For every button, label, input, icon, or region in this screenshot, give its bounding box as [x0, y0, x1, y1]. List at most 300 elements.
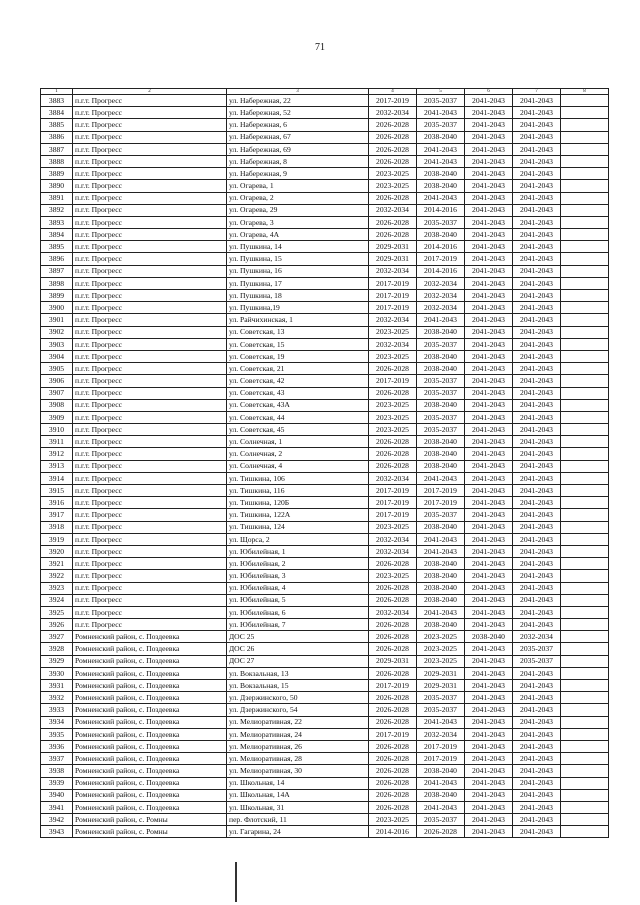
note-cell: [561, 411, 609, 423]
period-4-cell: 2041-2043: [513, 533, 561, 545]
row-number-cell: 3897: [41, 265, 73, 277]
row-number-cell: 3935: [41, 728, 73, 740]
address-cell: ул. Мелиоративная, 22: [227, 716, 369, 728]
municipality-cell: п.г.т. Прогресс: [73, 265, 227, 277]
row-number-cell: 3888: [41, 155, 73, 167]
address-cell: ул. Советская, 13: [227, 326, 369, 338]
note-cell: [561, 95, 609, 107]
table-row: [41, 168, 609, 180]
period-2-cell: 2014-2016: [417, 204, 465, 216]
period-4-cell: 2041-2043: [513, 119, 561, 131]
period-2-cell: 2035-2037: [417, 375, 465, 387]
period-2-cell: 2035-2037: [417, 411, 465, 423]
period-2-cell: 2038-2040: [417, 765, 465, 777]
table-row: [41, 119, 609, 131]
row-number-cell: 3908: [41, 399, 73, 411]
col-num-header: 1: [41, 89, 73, 95]
period-2-cell: 2038-2040: [417, 460, 465, 472]
note-cell: [561, 814, 609, 826]
row-number-cell: 3939: [41, 777, 73, 789]
municipality-cell: Ромненский район, с. Ромны: [73, 826, 227, 838]
period-3-cell: 2041-2043: [465, 424, 513, 436]
table-row: [41, 155, 609, 167]
address-cell: ул. Вокзальная, 15: [227, 680, 369, 692]
note-cell: [561, 643, 609, 655]
period-2-cell: 2041-2043: [417, 777, 465, 789]
table-row: [41, 789, 609, 801]
address-cell: ул. Дзержинского, 50: [227, 692, 369, 704]
municipality-cell: п.г.т. Прогресс: [73, 594, 227, 606]
period-1-cell: 2023-2025: [369, 399, 417, 411]
period-1-cell: 2026-2028: [369, 765, 417, 777]
municipality-cell: п.г.т. Прогресс: [73, 204, 227, 216]
note-cell: [561, 363, 609, 375]
period-4-cell: 2041-2043: [513, 680, 561, 692]
period-3-cell: 2041-2043: [465, 326, 513, 338]
period-1-cell: 2017-2019: [369, 728, 417, 740]
period-2-cell: 2029-2031: [417, 680, 465, 692]
address-cell: ул. Щорса, 2: [227, 533, 369, 545]
period-1-cell: 2023-2025: [369, 521, 417, 533]
note-cell: [561, 582, 609, 594]
note-cell: [561, 667, 609, 679]
municipality-cell: п.г.т. Прогресс: [73, 131, 227, 143]
address-cell: ул. Юбилейная, 5: [227, 594, 369, 606]
period-2-cell: 2041-2043: [417, 192, 465, 204]
note-cell: [561, 631, 609, 643]
row-number-cell: 3915: [41, 485, 73, 497]
table-row: [41, 814, 609, 826]
period-1-cell: 2032-2034: [369, 314, 417, 326]
municipality-cell: п.г.т. Прогресс: [73, 558, 227, 570]
note-cell: [561, 107, 609, 119]
municipality-cell: п.г.т. Прогресс: [73, 363, 227, 375]
period-3-cell: 2041-2043: [465, 521, 513, 533]
address-cell: ул. Юбилейная, 1: [227, 545, 369, 557]
period-2-cell: 2035-2037: [417, 692, 465, 704]
table-row: [41, 728, 609, 740]
period-1-cell: 2026-2028: [369, 229, 417, 241]
note-cell: [561, 155, 609, 167]
period-1-cell: 2032-2034: [369, 265, 417, 277]
period-1-cell: 2026-2028: [369, 131, 417, 143]
address-cell: ул. Мелиоративная, 24: [227, 728, 369, 740]
municipality-cell: п.г.т. Прогресс: [73, 180, 227, 192]
col-period-2-header: 5: [417, 89, 465, 95]
address-cell: ул. Набережная, 22: [227, 95, 369, 107]
note-cell: [561, 143, 609, 155]
address-cell: ул. Солнечная, 2: [227, 448, 369, 460]
row-number-cell: 3919: [41, 533, 73, 545]
period-1-cell: 2026-2028: [369, 119, 417, 131]
address-cell: ДОС 25: [227, 631, 369, 643]
period-2-cell: 2023-2025: [417, 655, 465, 667]
period-1-cell: 2023-2025: [369, 180, 417, 192]
period-1-cell: 2017-2019: [369, 302, 417, 314]
table-row: [41, 460, 609, 472]
period-1-cell: 2026-2028: [369, 753, 417, 765]
note-cell: [561, 375, 609, 387]
period-3-cell: 2038-2040: [465, 631, 513, 643]
col-period-1-header: 4: [369, 89, 417, 95]
address-cell: ул. Набережная, 67: [227, 131, 369, 143]
table-row: [41, 448, 609, 460]
period-3-cell: 2041-2043: [465, 314, 513, 326]
period-4-cell: 2041-2043: [513, 168, 561, 180]
note-cell: [561, 265, 609, 277]
period-4-cell: 2041-2043: [513, 509, 561, 521]
row-number-cell: 3937: [41, 753, 73, 765]
address-cell: ул. Пушкина, 14: [227, 241, 369, 253]
period-4-cell: 2041-2043: [513, 570, 561, 582]
period-1-cell: 2026-2028: [369, 716, 417, 728]
row-number-cell: 3884: [41, 107, 73, 119]
period-3-cell: 2041-2043: [465, 448, 513, 460]
period-2-cell: 2029-2031: [417, 667, 465, 679]
period-4-cell: 2041-2043: [513, 582, 561, 594]
table-row: [41, 411, 609, 423]
municipality-cell: п.г.т. Прогресс: [73, 509, 227, 521]
row-number-cell: 3896: [41, 253, 73, 265]
municipality-cell: Ромненский район, с. Поздеевка: [73, 643, 227, 655]
municipality-cell: Ромненский район, с. Поздеевка: [73, 728, 227, 740]
municipality-cell: п.г.т. Прогресс: [73, 582, 227, 594]
period-3-cell: 2041-2043: [465, 765, 513, 777]
period-4-cell: 2041-2043: [513, 716, 561, 728]
address-cell: ул. Школьная, 14: [227, 777, 369, 789]
period-1-cell: 2026-2028: [369, 582, 417, 594]
row-number-cell: 3932: [41, 692, 73, 704]
period-4-cell: 2041-2043: [513, 485, 561, 497]
address-cell: ул. Гагарина, 24: [227, 826, 369, 838]
note-cell: [561, 704, 609, 716]
period-3-cell: 2041-2043: [465, 216, 513, 228]
period-4-cell: 2041-2043: [513, 448, 561, 460]
period-3-cell: 2041-2043: [465, 411, 513, 423]
address-cell: ДОС 27: [227, 655, 369, 667]
period-3-cell: 2041-2043: [465, 826, 513, 838]
municipality-cell: Ромненский район, с. Поздеевка: [73, 753, 227, 765]
row-number-cell: 3927: [41, 631, 73, 643]
note-cell: [561, 253, 609, 265]
period-2-cell: 2038-2040: [417, 350, 465, 362]
table-row: [41, 95, 609, 107]
row-number-cell: 3933: [41, 704, 73, 716]
note-cell: [561, 545, 609, 557]
municipality-cell: п.г.т. Прогресс: [73, 107, 227, 119]
row-number-cell: 3901: [41, 314, 73, 326]
address-cell: ул. Солнечная, 4: [227, 460, 369, 472]
period-4-cell: 2041-2043: [513, 777, 561, 789]
period-1-cell: 2026-2028: [369, 558, 417, 570]
municipality-cell: п.г.т. Прогресс: [73, 399, 227, 411]
municipality-cell: п.г.т. Прогресс: [73, 290, 227, 302]
period-1-cell: 2017-2019: [369, 375, 417, 387]
address-cell: ул. Советская, 42: [227, 375, 369, 387]
period-2-cell: 2035-2037: [417, 387, 465, 399]
row-number-cell: 3926: [41, 619, 73, 631]
period-2-cell: 2038-2040: [417, 363, 465, 375]
municipality-cell: Ромненский район, с. Поздеевка: [73, 765, 227, 777]
period-2-cell: 2014-2016: [417, 241, 465, 253]
period-1-cell: 2017-2019: [369, 485, 417, 497]
address-cell: ул. Солнечная, 1: [227, 436, 369, 448]
period-1-cell: 2026-2028: [369, 740, 417, 752]
period-3-cell: 2041-2043: [465, 168, 513, 180]
period-1-cell: 2026-2028: [369, 801, 417, 813]
municipality-cell: п.г.т. Прогресс: [73, 545, 227, 557]
period-4-cell: 2041-2043: [513, 765, 561, 777]
col-period-4-header: 7: [513, 89, 561, 95]
row-number-cell: 3922: [41, 570, 73, 582]
municipality-cell: п.г.т. Прогресс: [73, 533, 227, 545]
period-2-cell: 2032-2034: [417, 277, 465, 289]
address-cell: ул. Вокзальная, 13: [227, 667, 369, 679]
municipality-cell: п.г.т. Прогресс: [73, 350, 227, 362]
period-1-cell: 2026-2028: [369, 692, 417, 704]
row-number-cell: 3941: [41, 801, 73, 813]
table-row: [41, 753, 609, 765]
address-cell: ул. Набережная, 6: [227, 119, 369, 131]
row-number-cell: 3907: [41, 387, 73, 399]
address-cell: ул. Юбилейная, 3: [227, 570, 369, 582]
period-3-cell: 2041-2043: [465, 192, 513, 204]
municipality-cell: п.г.т. Прогресс: [73, 216, 227, 228]
municipality-cell: п.г.т. Прогресс: [73, 448, 227, 460]
table-row: [41, 716, 609, 728]
period-3-cell: 2041-2043: [465, 350, 513, 362]
period-4-cell: 2041-2043: [513, 399, 561, 411]
period-3-cell: 2041-2043: [465, 265, 513, 277]
period-4-cell: 2041-2043: [513, 95, 561, 107]
note-cell: [561, 192, 609, 204]
period-4-cell: 2041-2043: [513, 290, 561, 302]
period-2-cell: 2041-2043: [417, 801, 465, 813]
table-row: [41, 582, 609, 594]
period-1-cell: 2026-2028: [369, 436, 417, 448]
period-1-cell: 2014-2016: [369, 826, 417, 838]
row-number-cell: 3916: [41, 497, 73, 509]
period-1-cell: 2017-2019: [369, 509, 417, 521]
table-row: [41, 655, 609, 667]
period-3-cell: 2041-2043: [465, 253, 513, 265]
address-cell: ул. Советская, 21: [227, 363, 369, 375]
note-cell: [561, 229, 609, 241]
period-3-cell: 2041-2043: [465, 363, 513, 375]
municipality-cell: п.г.т. Прогресс: [73, 229, 227, 241]
period-4-cell: 2041-2043: [513, 326, 561, 338]
period-1-cell: 2032-2034: [369, 338, 417, 350]
period-4-cell: 2041-2043: [513, 667, 561, 679]
period-2-cell: 2038-2040: [417, 168, 465, 180]
period-4-cell: 2035-2037: [513, 643, 561, 655]
period-2-cell: 2035-2037: [417, 216, 465, 228]
note-cell: [561, 692, 609, 704]
period-3-cell: 2041-2043: [465, 643, 513, 655]
table-row: [41, 704, 609, 716]
address-cell: ул. Юбилейная, 6: [227, 606, 369, 618]
period-2-cell: 2023-2025: [417, 631, 465, 643]
address-cell: ул. Тишкина, 106: [227, 472, 369, 484]
address-cell: ул. Райчихинская, 1: [227, 314, 369, 326]
period-3-cell: 2041-2043: [465, 667, 513, 679]
note-cell: [561, 241, 609, 253]
address-cell: ул. Тишкина, 122А: [227, 509, 369, 521]
period-2-cell: 2017-2019: [417, 740, 465, 752]
period-2-cell: 2041-2043: [417, 472, 465, 484]
municipality-cell: п.г.т. Прогресс: [73, 375, 227, 387]
note-cell: [561, 180, 609, 192]
note-cell: [561, 216, 609, 228]
note-cell: [561, 338, 609, 350]
period-3-cell: 2041-2043: [465, 582, 513, 594]
row-number-cell: 3917: [41, 509, 73, 521]
period-4-cell: 2041-2043: [513, 826, 561, 838]
row-number-cell: 3909: [41, 411, 73, 423]
period-1-cell: 2026-2028: [369, 643, 417, 655]
note-cell: [561, 302, 609, 314]
period-4-cell: 2041-2043: [513, 545, 561, 557]
period-1-cell: 2032-2034: [369, 606, 417, 618]
note-cell: [561, 606, 609, 618]
table-row: [41, 777, 609, 789]
note-cell: [561, 509, 609, 521]
period-2-cell: 2041-2043: [417, 606, 465, 618]
address-cell: ДОС 26: [227, 643, 369, 655]
period-3-cell: 2041-2043: [465, 606, 513, 618]
row-number-cell: 3905: [41, 363, 73, 375]
note-cell: [561, 765, 609, 777]
note-cell: [561, 448, 609, 460]
period-1-cell: 2029-2031: [369, 655, 417, 667]
table-row: [41, 619, 609, 631]
period-2-cell: 2038-2040: [417, 448, 465, 460]
table-row: [41, 485, 609, 497]
address-cell: ул. Школьная, 14А: [227, 789, 369, 801]
period-3-cell: 2041-2043: [465, 789, 513, 801]
table-row: [41, 363, 609, 375]
period-3-cell: 2041-2043: [465, 740, 513, 752]
table-row: [41, 680, 609, 692]
row-number-cell: 3920: [41, 545, 73, 557]
municipality-cell: п.г.т. Прогресс: [73, 338, 227, 350]
period-4-cell: 2041-2043: [513, 704, 561, 716]
note-cell: [561, 533, 609, 545]
table-row: [41, 265, 609, 277]
row-number-cell: 3899: [41, 290, 73, 302]
period-2-cell: 2038-2040: [417, 180, 465, 192]
period-1-cell: 2026-2028: [369, 704, 417, 716]
row-number-cell: 3902: [41, 326, 73, 338]
address-cell: ул. Тишкина, 116: [227, 485, 369, 497]
municipality-cell: п.г.т. Прогресс: [73, 277, 227, 289]
period-1-cell: 2029-2031: [369, 253, 417, 265]
municipality-cell: п.г.т. Прогресс: [73, 472, 227, 484]
note-cell: [561, 558, 609, 570]
address-cell: ул. Советская, 43: [227, 387, 369, 399]
period-2-cell: 2035-2037: [417, 814, 465, 826]
address-cell: ул. Мелиоративная, 28: [227, 753, 369, 765]
table-row: [41, 765, 609, 777]
period-2-cell: 2035-2037: [417, 95, 465, 107]
period-4-cell: 2041-2043: [513, 472, 561, 484]
period-2-cell: 2038-2040: [417, 521, 465, 533]
period-1-cell: 2023-2025: [369, 326, 417, 338]
note-cell: [561, 119, 609, 131]
period-4-cell: 2041-2043: [513, 558, 561, 570]
row-number-cell: 3928: [41, 643, 73, 655]
address-cell: ул. Огарева, 1: [227, 180, 369, 192]
municipality-cell: п.г.т. Прогресс: [73, 460, 227, 472]
period-2-cell: 2038-2040: [417, 789, 465, 801]
period-4-cell: 2041-2043: [513, 241, 561, 253]
note-cell: [561, 204, 609, 216]
note-cell: [561, 570, 609, 582]
table-row: [41, 131, 609, 143]
period-4-cell: 2041-2043: [513, 606, 561, 618]
row-number-cell: 3883: [41, 95, 73, 107]
period-2-cell: 2032-2034: [417, 728, 465, 740]
row-number-cell: 3936: [41, 740, 73, 752]
address-cell: ул. Советская, 15: [227, 338, 369, 350]
period-4-cell: 2032-2034: [513, 631, 561, 643]
table-row: [41, 326, 609, 338]
table-row: [41, 643, 609, 655]
period-4-cell: 2041-2043: [513, 436, 561, 448]
period-3-cell: 2041-2043: [465, 509, 513, 521]
note-cell: [561, 131, 609, 143]
period-4-cell: 2041-2043: [513, 619, 561, 631]
period-4-cell: 2041-2043: [513, 363, 561, 375]
note-cell: [561, 801, 609, 813]
period-2-cell: 2026-2028: [417, 826, 465, 838]
table-row: [41, 424, 609, 436]
period-3-cell: 2041-2043: [465, 777, 513, 789]
row-number-cell: 3913: [41, 460, 73, 472]
table-row: [41, 277, 609, 289]
period-3-cell: 2041-2043: [465, 692, 513, 704]
period-1-cell: 2017-2019: [369, 95, 417, 107]
municipality-cell: п.г.т. Прогресс: [73, 424, 227, 436]
period-3-cell: 2041-2043: [465, 229, 513, 241]
period-2-cell: 2041-2043: [417, 545, 465, 557]
address-cell: ул. Советская, 44: [227, 411, 369, 423]
period-1-cell: 2023-2025: [369, 168, 417, 180]
period-4-cell: 2041-2043: [513, 107, 561, 119]
row-number-cell: 3900: [41, 302, 73, 314]
period-2-cell: 2038-2040: [417, 399, 465, 411]
period-1-cell: 2032-2034: [369, 107, 417, 119]
municipality-cell: п.г.т. Прогресс: [73, 143, 227, 155]
period-2-cell: 2038-2040: [417, 131, 465, 143]
table-row: [41, 594, 609, 606]
period-1-cell: 2026-2028: [369, 777, 417, 789]
period-3-cell: 2041-2043: [465, 241, 513, 253]
period-1-cell: 2017-2019: [369, 680, 417, 692]
table-row: [41, 399, 609, 411]
period-3-cell: 2041-2043: [465, 594, 513, 606]
note-cell: [561, 326, 609, 338]
period-2-cell: 2041-2043: [417, 143, 465, 155]
period-1-cell: 2029-2031: [369, 241, 417, 253]
municipality-cell: Ромненский район, с. Поздеевка: [73, 777, 227, 789]
table-row: [41, 192, 609, 204]
period-1-cell: 2023-2025: [369, 424, 417, 436]
table-row: [41, 533, 609, 545]
period-3-cell: 2041-2043: [465, 801, 513, 813]
period-2-cell: 2041-2043: [417, 533, 465, 545]
note-cell: [561, 753, 609, 765]
